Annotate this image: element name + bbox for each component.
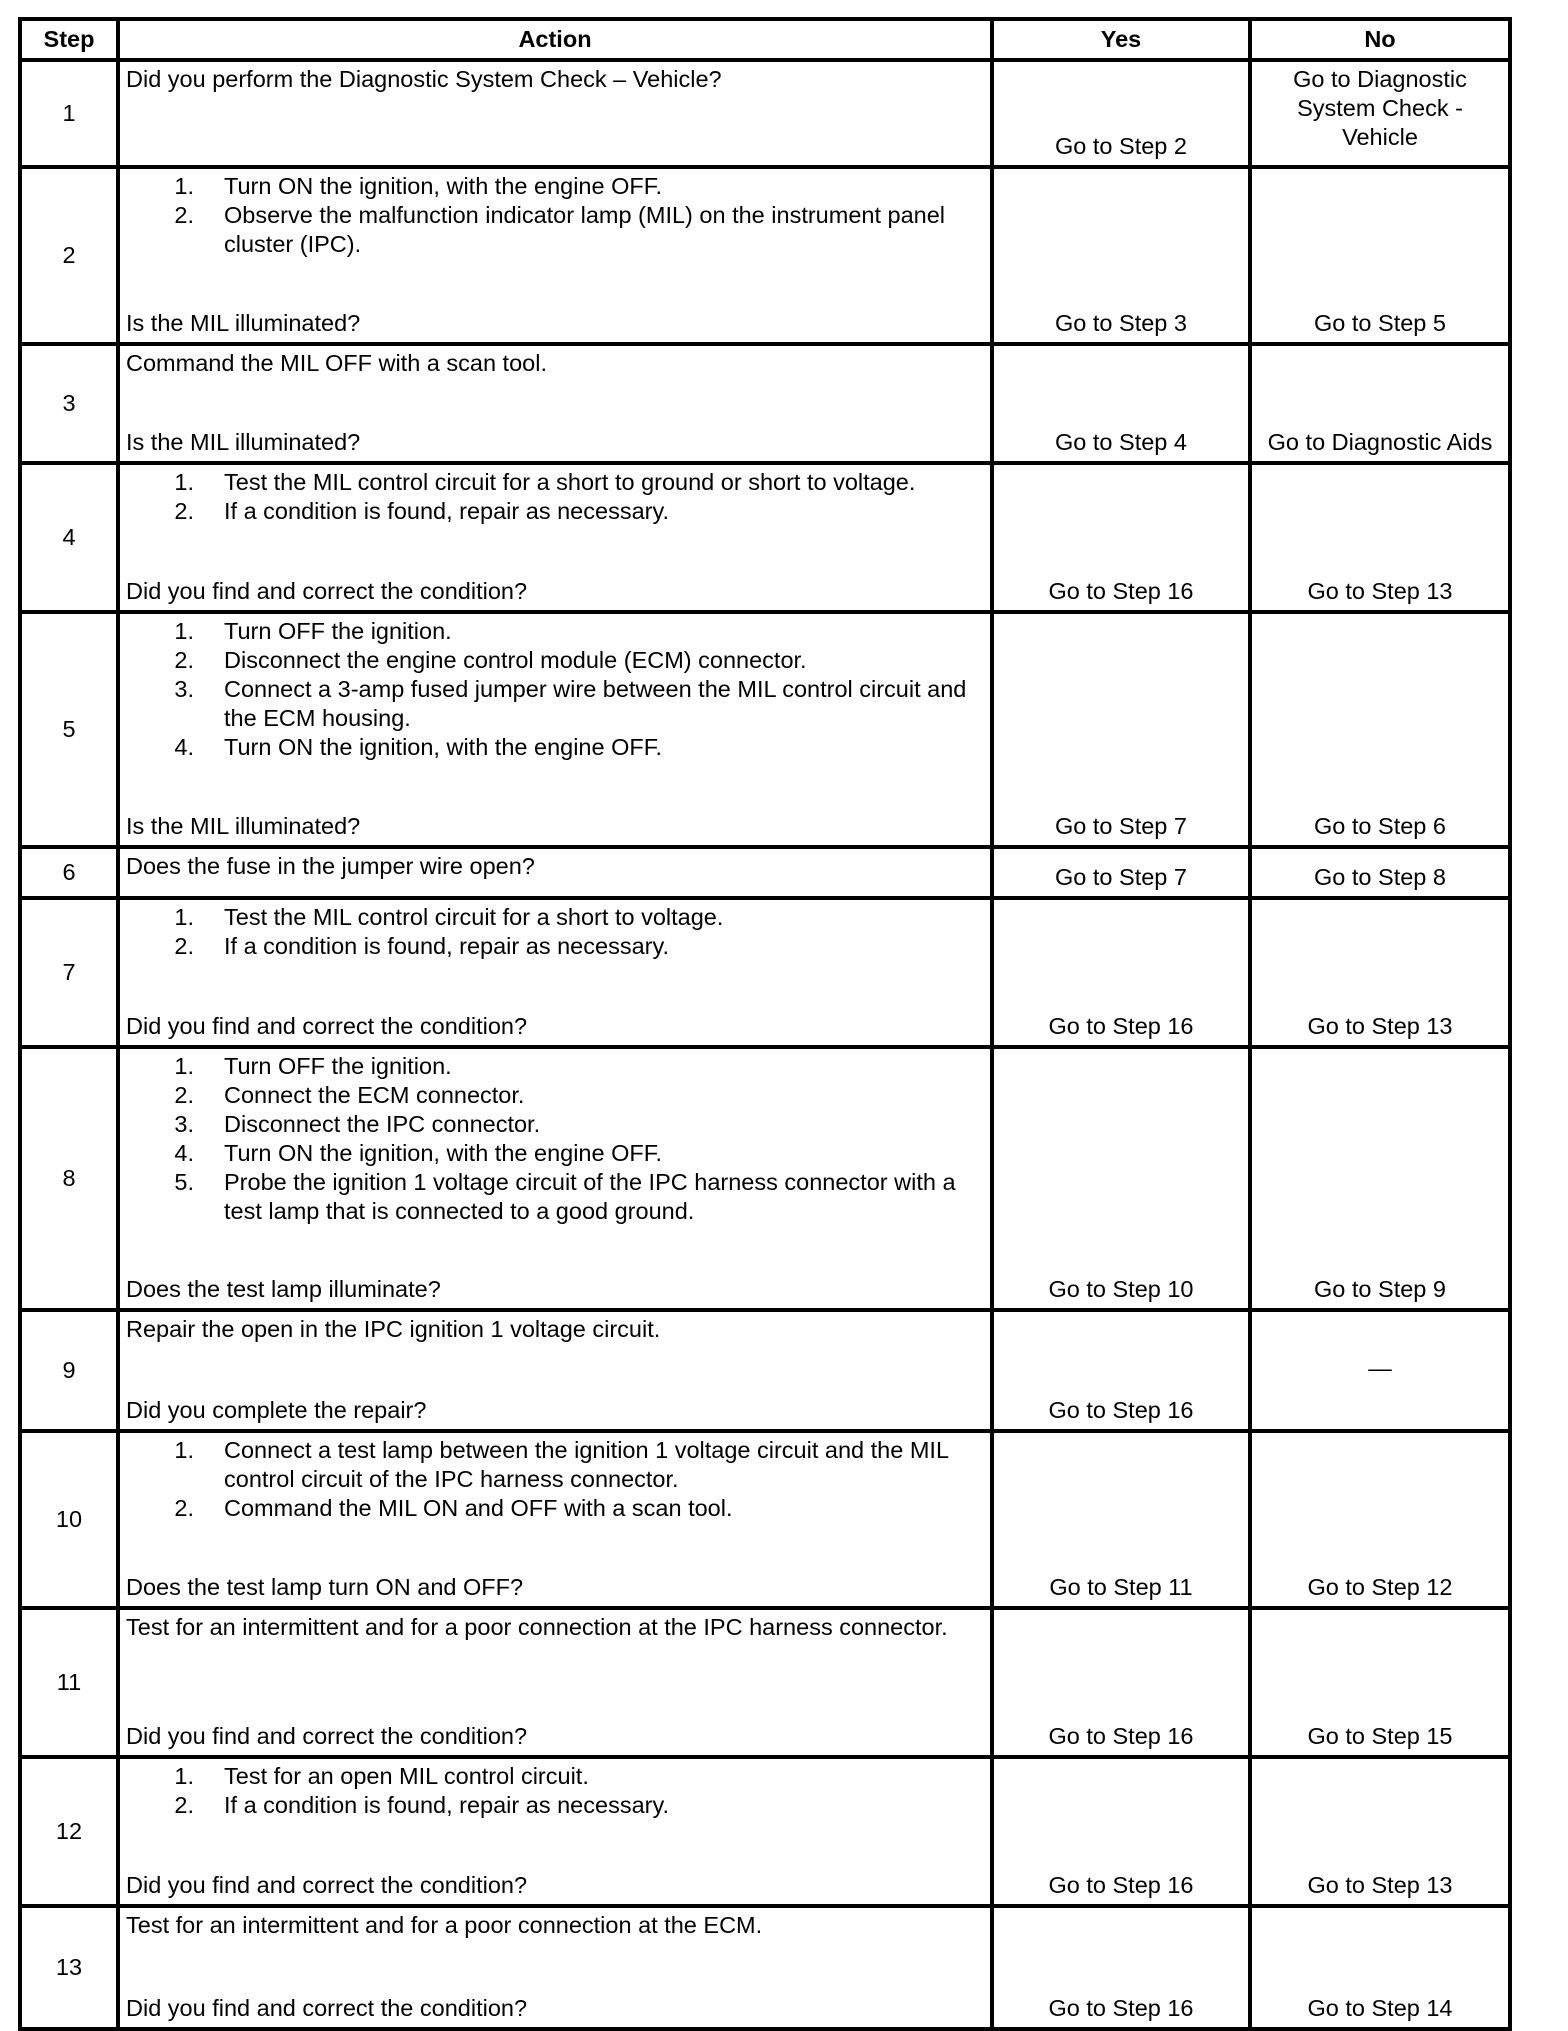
action-cell [118, 463, 992, 612]
list-item-number: 1. [174, 469, 194, 495]
list-item-number: 1. [174, 1437, 194, 1463]
list-item-number: 2. [174, 202, 194, 228]
action-cell [118, 1431, 992, 1608]
yes-result: Go to Step 7 [992, 612, 1250, 847]
action-question: Did you find and correct the condition? [126, 578, 528, 604]
step-number: 5 [20, 612, 118, 847]
action-question: Is the MIL illuminated? [126, 429, 361, 455]
action-steps-list [126, 1762, 986, 1820]
action-question: Did you find and correct the condition? [126, 1995, 528, 2021]
table-row [20, 167, 1510, 344]
action-cell [118, 898, 992, 1047]
action-cell [118, 1310, 992, 1431]
action-instruction: Did you perform the Diagnostic System Check – Vehicle? [126, 66, 722, 92]
list-item-text: If a condition is found, repair as necessary. [224, 933, 669, 959]
table-row [20, 1431, 1510, 1608]
yes-result: Go to Step 2 [992, 60, 1250, 167]
action-question: Is the MIL illuminated? [126, 310, 361, 336]
action-question: Did you find and correct the condition? [126, 1013, 528, 1039]
list-item [126, 497, 986, 526]
no-result: Go to Step 5 [1250, 167, 1510, 344]
no-result: Go to Step 12 [1250, 1431, 1510, 1608]
no-result: Go to Step 13 [1250, 1757, 1510, 1906]
action-question: Did you find and correct the condition? [126, 1723, 528, 1749]
action-cell [118, 612, 992, 847]
step-number: 10 [20, 1431, 118, 1608]
diagnostic-table-page [18, 17, 1508, 2031]
list-item-text: If a condition is found, repair as necessary. [224, 1792, 669, 1818]
no-result: Go to Step 13 [1250, 463, 1510, 612]
list-item-number: 2. [174, 1495, 194, 1521]
yes-result: Go to Step 4 [992, 344, 1250, 463]
yes-result: Go to Step 16 [992, 1608, 1250, 1757]
table-row [20, 847, 1510, 898]
list-item [126, 1052, 986, 1081]
action-instruction: Test for an intermittent and for a poor connection at the ECM. [126, 1912, 763, 1938]
list-item-number: 5. [174, 1169, 194, 1195]
action-steps-list [126, 617, 986, 762]
list-item [126, 468, 986, 497]
list-item [126, 172, 986, 201]
step-number: 2 [20, 167, 118, 344]
list-item-text: Turn ON the ignition, with the engine OFF. [224, 173, 663, 199]
yes-result: Go to Step 16 [992, 1310, 1250, 1431]
table-row [20, 1757, 1510, 1906]
list-item-text: Observe the malfunction indicator lamp (MIL) on the instrument panel cluster (IPC). [224, 202, 946, 257]
table-row [20, 60, 1510, 167]
yes-result: Go to Step 16 [992, 1757, 1250, 1906]
no-result: Go to Step 15 [1250, 1608, 1510, 1757]
action-question: Is the MIL illuminated? [126, 813, 361, 839]
list-item-text: Connect a 3-amp fused jumper wire between the MIL control circuit and the ECM housing. [224, 676, 967, 731]
list-item-number: 4. [174, 734, 194, 760]
action-cell [118, 344, 992, 463]
header-yes: Yes [992, 19, 1250, 60]
list-item-number: 1. [174, 1053, 194, 1079]
list-item-text: Connect the ECM connector. [224, 1082, 525, 1108]
header-action: Action [118, 19, 992, 60]
list-item [126, 1494, 986, 1523]
step-number: 9 [20, 1310, 118, 1431]
list-item-number: 2. [174, 647, 194, 673]
list-item-text: Disconnect the IPC connector. [224, 1111, 541, 1137]
step-number: 11 [20, 1608, 118, 1757]
list-item [126, 733, 986, 762]
list-item-text: Test for an open MIL control circuit. [224, 1763, 589, 1789]
action-steps-list [126, 172, 986, 259]
yes-result: Go to Step 16 [992, 1906, 1250, 2029]
list-item [126, 1081, 986, 1110]
action-steps-list [126, 1052, 986, 1226]
yes-result: Go to Step 11 [992, 1431, 1250, 1608]
no-result: Go to Step 9 [1250, 1047, 1510, 1310]
table-row [20, 1608, 1510, 1757]
action-steps-list [126, 903, 986, 961]
table-row [20, 1906, 1510, 2029]
step-number: 8 [20, 1047, 118, 1310]
list-item-number: 1. [174, 1763, 194, 1789]
no-result: Go to Step 8 [1250, 847, 1510, 898]
action-cell [118, 167, 992, 344]
action-question: Does the test lamp turn ON and OFF? [126, 1574, 524, 1600]
no-result: Go to Diagnostic Aids [1250, 344, 1510, 463]
list-item-text: Test the MIL control circuit for a short to ground or short to voltage. [224, 469, 916, 495]
table-row [20, 1310, 1510, 1431]
step-number: 4 [20, 463, 118, 612]
list-item-text: Turn ON the ignition, with the engine OFF. [224, 734, 663, 760]
step-number: 7 [20, 898, 118, 1047]
list-item-text: Turn ON the ignition, with the engine OFF. [224, 1140, 663, 1166]
step-number: 6 [20, 847, 118, 898]
action-instruction: Does the fuse in the jumper wire open? [126, 853, 535, 879]
list-item-number: 1. [174, 904, 194, 930]
list-item-text: Test the MIL control circuit for a short to voltage. [224, 904, 724, 930]
action-cell [118, 60, 992, 167]
table-row [20, 344, 1510, 463]
action-question: Did you find and correct the condition? [126, 1872, 528, 1898]
list-item [126, 903, 986, 932]
list-item [126, 1110, 986, 1139]
step-number: 12 [20, 1757, 118, 1906]
yes-result: Go to Step 16 [992, 463, 1250, 612]
action-cell [118, 847, 992, 898]
action-instruction: Repair the open in the IPC ignition 1 voltage circuit. [126, 1316, 661, 1342]
step-number: 1 [20, 60, 118, 167]
list-item [126, 675, 986, 733]
list-item-number: 4. [174, 1140, 194, 1166]
list-item [126, 201, 986, 259]
action-instruction: Test for an intermittent and for a poor connection at the IPC harness connector. [126, 1614, 948, 1640]
action-cell [118, 1047, 992, 1310]
no-result: — [1250, 1310, 1510, 1431]
yes-result: Go to Step 3 [992, 167, 1250, 344]
no-result: Go to Step 14 [1250, 1906, 1510, 2029]
action-cell [118, 1757, 992, 1906]
no-result: Go to Diagnostic System Check - Vehicle [1250, 60, 1510, 167]
yes-result: Go to Step 16 [992, 898, 1250, 1047]
list-item-number: 2. [174, 933, 194, 959]
table-header-row [20, 19, 1510, 60]
step-number: 3 [20, 344, 118, 463]
table-row [20, 1047, 1510, 1310]
list-item-number: 3. [174, 1111, 194, 1137]
list-item [126, 932, 986, 961]
yes-result: Go to Step 10 [992, 1047, 1250, 1310]
list-item-text: If a condition is found, repair as necessary. [224, 498, 669, 524]
list-item-number: 2. [174, 1082, 194, 1108]
action-cell [118, 1608, 992, 1757]
table-row [20, 898, 1510, 1047]
list-item-number: 2. [174, 1792, 194, 1818]
action-steps-list [126, 1436, 986, 1523]
list-item-number: 1. [174, 618, 194, 644]
action-instruction: Command the MIL OFF with a scan tool. [126, 350, 547, 376]
action-question: Did you complete the repair? [126, 1397, 427, 1423]
list-item-number: 3. [174, 676, 194, 702]
list-item [126, 617, 986, 646]
list-item [126, 646, 986, 675]
action-cell [118, 1906, 992, 2029]
list-item-text: Probe the ignition 1 voltage circuit of the IPC harness connector with a test lamp that is connected to a good ground. [224, 1169, 956, 1224]
step-number: 13 [20, 1906, 118, 2029]
list-item [126, 1139, 986, 1168]
list-item [126, 1791, 986, 1820]
table-row [20, 463, 1510, 612]
yes-result: Go to Step 7 [992, 847, 1250, 898]
no-result: Go to Step 13 [1250, 898, 1510, 1047]
list-item-text: Disconnect the engine control module (ECM) connector. [224, 647, 807, 673]
header-no: No [1250, 19, 1510, 60]
list-item [126, 1168, 986, 1226]
header-step: Step [20, 19, 118, 60]
list-item-text: Connect a test lamp between the ignition 1 voltage circuit and the MIL control circuit of the IPC harness connector. [224, 1437, 949, 1492]
list-item [126, 1436, 986, 1494]
list-item-text: Turn OFF the ignition. [224, 1053, 452, 1079]
no-result: Go to Step 6 [1250, 612, 1510, 847]
table-row [20, 612, 1510, 847]
list-item-text: Command the MIL ON and OFF with a scan tool. [224, 1495, 733, 1521]
list-item-text: Turn OFF the ignition. [224, 618, 452, 644]
list-item-number: 2. [174, 498, 194, 524]
list-item [126, 1762, 986, 1791]
action-question: Does the test lamp illuminate? [126, 1276, 441, 1302]
list-item-number: 1. [174, 173, 194, 199]
action-steps-list [126, 468, 986, 526]
diagnostic-table [18, 17, 1512, 2031]
